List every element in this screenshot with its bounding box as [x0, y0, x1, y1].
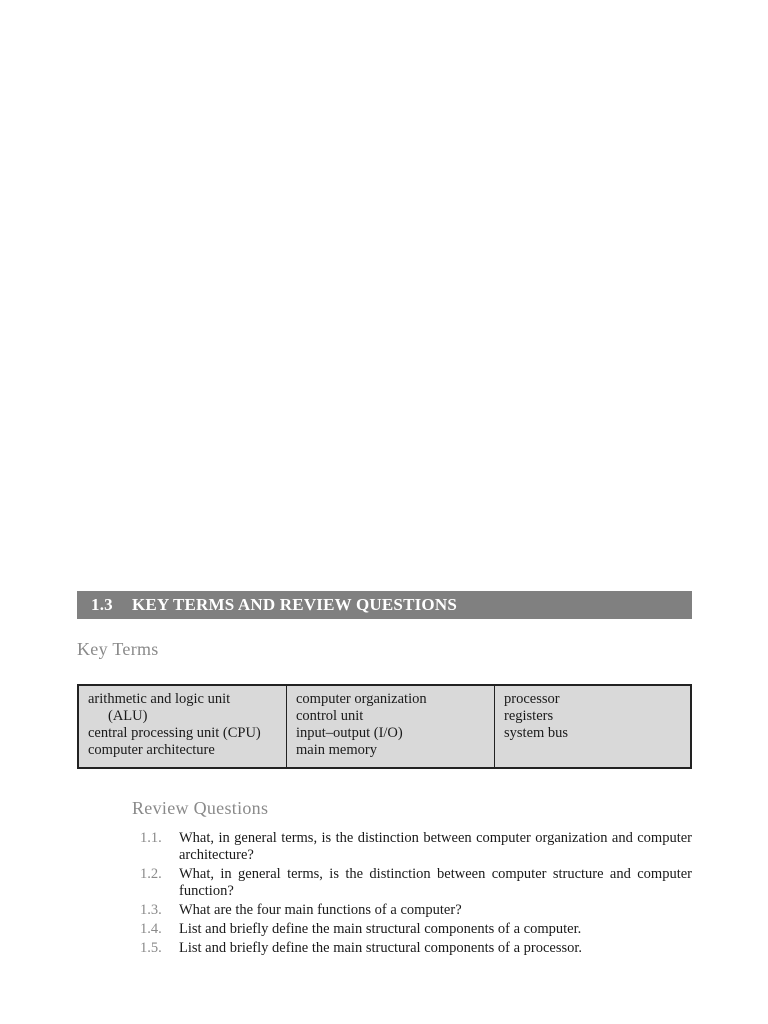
- question-text: List and briefly define the main structural components of a computer.: [179, 921, 582, 937]
- section-heading-bar: [77, 591, 692, 619]
- section-title: KEY TERMS AND REVIEW QUESTIONS: [132, 595, 457, 614]
- key-term: computer architecture: [88, 742, 215, 758]
- key-term: registers: [504, 708, 554, 724]
- key-term-continuation: (ALU): [108, 708, 148, 724]
- section-number: 1.3: [91, 595, 113, 614]
- review-question: [140, 830, 692, 864]
- review-questions-list: [140, 830, 692, 959]
- question-text: What are the four main functions of a computer?: [179, 902, 462, 918]
- question-number: 1.4.: [140, 921, 162, 937]
- key-term-text: arithmetic and logic unit: [88, 691, 231, 707]
- review-question: [140, 921, 692, 938]
- review-questions-heading: Review Questions: [132, 798, 269, 818]
- key-term: central processing unit (CPU): [88, 725, 261, 741]
- question-number: 1.5.: [140, 940, 162, 956]
- key-terms-column-3: [495, 686, 690, 767]
- key-terms-column-2: [287, 686, 495, 767]
- key-term: system bus: [504, 725, 569, 741]
- key-terms-heading: Key Terms: [77, 639, 159, 659]
- key-term: input–output (I/O): [296, 725, 403, 741]
- review-question: [140, 902, 692, 919]
- key-term: main memory: [296, 742, 377, 758]
- question-text: What, in general terms, is the distinction between computer structure and computer function?: [179, 866, 692, 899]
- key-term: computer organization: [296, 691, 427, 707]
- review-question: [140, 866, 692, 900]
- question-number: 1.3.: [140, 902, 162, 918]
- review-question: [140, 940, 692, 957]
- question-text: What, in general terms, is the distinction between computer organization and computer architecture?: [179, 830, 692, 863]
- key-term: [88, 691, 286, 725]
- key-terms-column-1: [79, 686, 287, 767]
- key-term: processor: [504, 691, 560, 707]
- key-terms-table: [77, 684, 692, 769]
- key-term: control unit: [296, 708, 364, 724]
- question-text: List and briefly define the main structural components of a processor.: [179, 940, 583, 956]
- question-number: 1.2.: [140, 866, 162, 882]
- question-number: 1.1.: [140, 830, 162, 846]
